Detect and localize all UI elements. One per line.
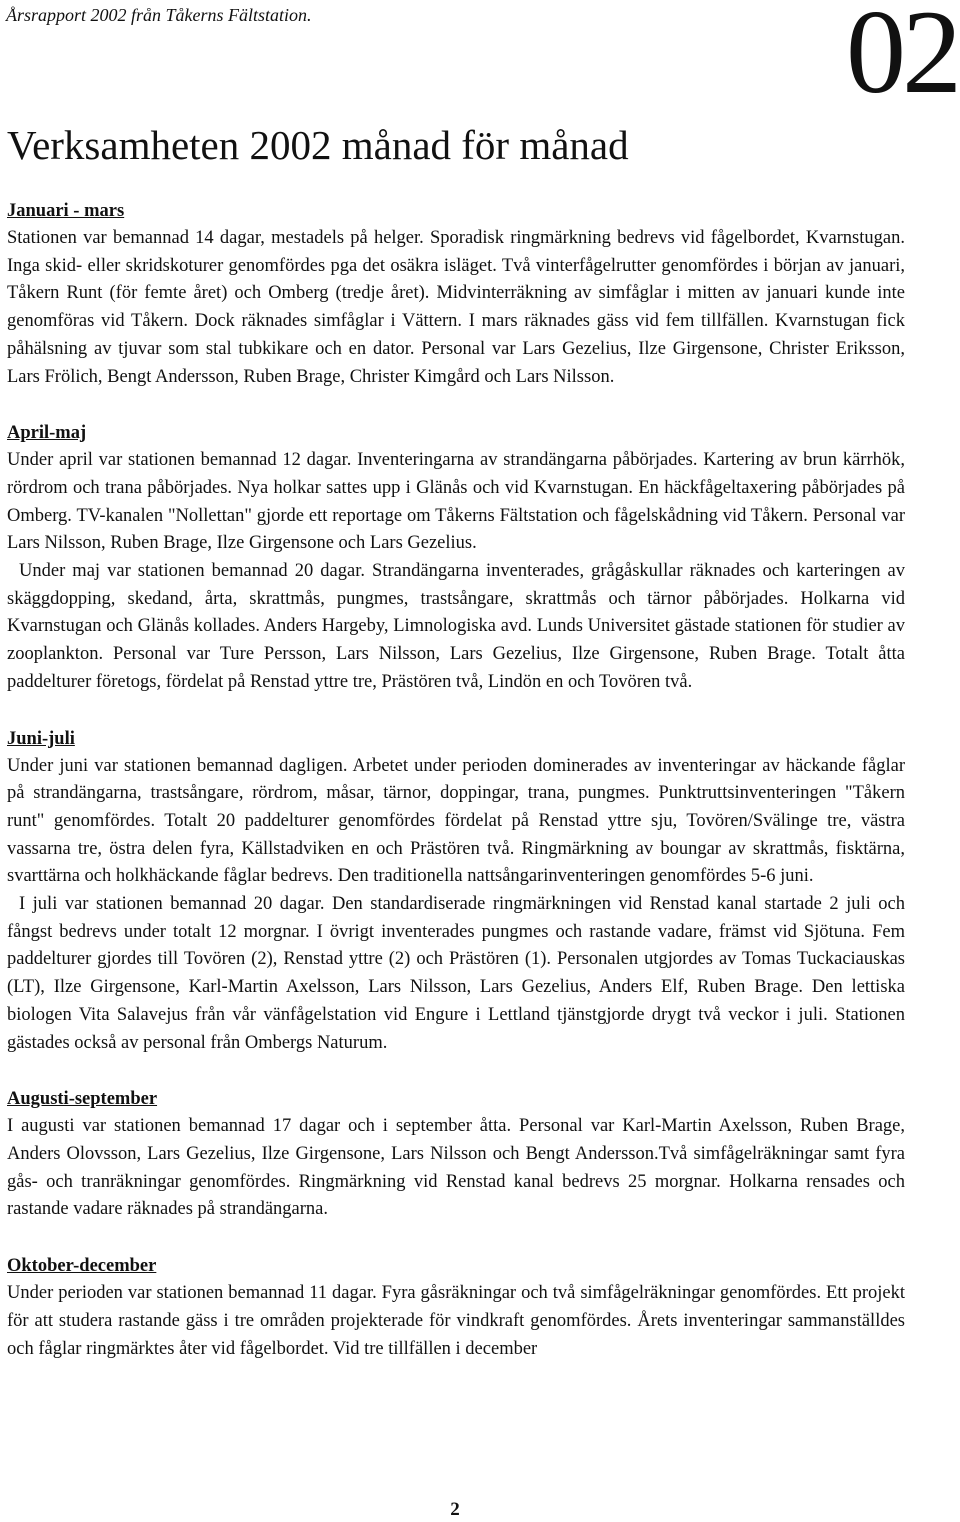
section-januari-mars	[7, 197, 905, 391]
section-heading: Juni-juli	[7, 728, 75, 749]
section-paragraph: Under perioden var stationen bemannad 11 dagar. Fyra gåsräkningar och två simfågelräkningar genomfördes. Ett projekt för att studera rastande gäss i tre områden projekterade för vindkraft genomfördes. Årets inventeringar sammanställdes och fåglar ringmärktes åter vid fågelbordet. Vid tre tillfällen i december	[7, 1283, 905, 1359]
section-heading: Augusti-september	[7, 1089, 158, 1110]
section-paragraph: Under april var stationen bemannad 12 dagar. Inventeringarna av strandängarna påbörjades. Kartering av brun kärrhök, rördrom och trana påbörjades. Nya holkar sattes upp i Glänås och vid Kvarnstugan. En häckfågeltaxering påbörjades på Omberg. TV-kanalen "Nollettan" gjorde ett reportage om Tåkerns Fältstation och fågelskådning vid Tåkern. Personal var Lars Nilsson, Ruben Brage, Ilze Girgensone och Lars Gezelius.	[7, 450, 905, 554]
section-augusti-september	[7, 1085, 905, 1224]
running-header: Årsrapport 2002 från Tåkerns Fältstation.	[6, 5, 312, 25]
report-body	[7, 197, 905, 1391]
section-oktober-december	[7, 1252, 905, 1363]
section-april-maj	[7, 419, 905, 696]
section-paragraph: I augusti var stationen bemannad 17 dagar och i september åtta. Personal var Karl-Martin Axelsson, Ruben Brage, Anders Olovsson, Lars Gezelius, Ilze Girgensone, Lars Nilsson och Bengt Andersson.Två simfågelräkningar samt fyra gås- och tranräkningar genomfördes. Ringmärkning vid Renstad kanal bedrevs 25 morgnar. Holkarna rensades och rastande vadare räknades på strandängarna.	[7, 1116, 905, 1220]
section-paragraph: Under juni var stationen bemannad dagligen. Arbetet under perioden dominerades av inventeringar av häckande fåglar på strandängarna, trastsångare, rördrom, måsar, tärnor, doppingar, trana, pungmes. Punktruttsinventeringen "Tåkern runt" genomfördes. Totalt 20 paddelturer genomfördes fördelat på Renstad yttre sju, Tovören/Svälinge tre, västra vassarna tre, östra delen fyra, Källstadviken en och Prästören två. Ringmärkning av boungar av skrattmås, fisktärna, svarttärna och holkhäckande fåglar bedrevs. Den traditionella nattsångarinventeringen genomfördes 5-6 juni.	[7, 755, 905, 887]
section-paragraph: Stationen var bemannad 14 dagar, mestadels på helger. Sporadisk ringmärkning bedrevs vid fågelbordet, Kvarnstugan. Inga skid- eller skridskoturer genomfördes pga det osäkra isläget. Två vinterfågelrutter genomfördes i början av januari, Tåkern Runt (för femte året) och Omberg (tredje året). Midvinterräkning av simfåglar i mitten av januari kunde inte genomföras vid Tåkern. Dock räknades simfåglar i Vättern. I mars räknades gäss vid fem tillfällen. Kvarnstugan fick påhälsning av tjuvar som stal tubkikare och en dator. Personal var Lars Gezelius, Ilze Girgensone, Christer Eriksson, Lars Frölich, Bengt Andersson, Ruben Brage, Christer Kimgård och Lars Nilsson.	[7, 228, 905, 387]
section-juni-juli	[7, 725, 905, 1058]
page-title: Verksamheten 2002 månad för månad	[7, 122, 629, 168]
section-paragraph: Under maj var stationen bemannad 20 dagar. Strandängarna inventerades, grågåskullar räknades och karteringen av skäggdopping, skedand, årta, skrattmås, pungmes, trastsångare, skrattmås och tärnor påbörjades. Holkarna vid Kvarnstugan och Glänås kollades. Anders Hargeby, Limnologiska avd. Lunds Universitet gästade stationen för studier av zooplankton. Personal var Ture Persson, Lars Nilsson, Lars Gezelius, Ilze Girgensone, Ruben Brage. Totalt åtta paddelturer företogs, fördelat på Renstad yttre tre, Prästören två, Lindön en och Tovören två.	[7, 561, 905, 692]
section-heading: Oktober-december	[7, 1256, 157, 1277]
section-heading: Januari - mars	[7, 201, 125, 221]
section-paragraph: I juli var stationen bemannad 20 dagar. Den standardiserade ringmärkningen vid Renstad kanal startade 2 juli och fångst bedrevs under totalt 12 morgnar. I övrigt inventerades pungmes och rastande vadare, främst vid Sjötuna. Fem paddelturer gjordes till Tovören (2), Renstad yttre (2) och Prästören (1). Personalen utgjordes av Tomas Tuckaciauskas (LT), Ilze Girgensone, Karl-Martin Axelsson, Lars Nilsson, Lars Gezelius, Anders Elf, Ruben Brage. Den lettiska biologen Vita Salavejus från vår vänfågelstation vid Engure i Lettland tjänstgjorde drygt två veckor i juli. Stationen gästades också av personal från Ombergs Naturum.	[7, 894, 905, 1053]
page-number: 2	[450, 1499, 460, 1520]
chapter-number: 02	[846, 0, 958, 118]
section-heading: April-maj	[7, 423, 87, 444]
